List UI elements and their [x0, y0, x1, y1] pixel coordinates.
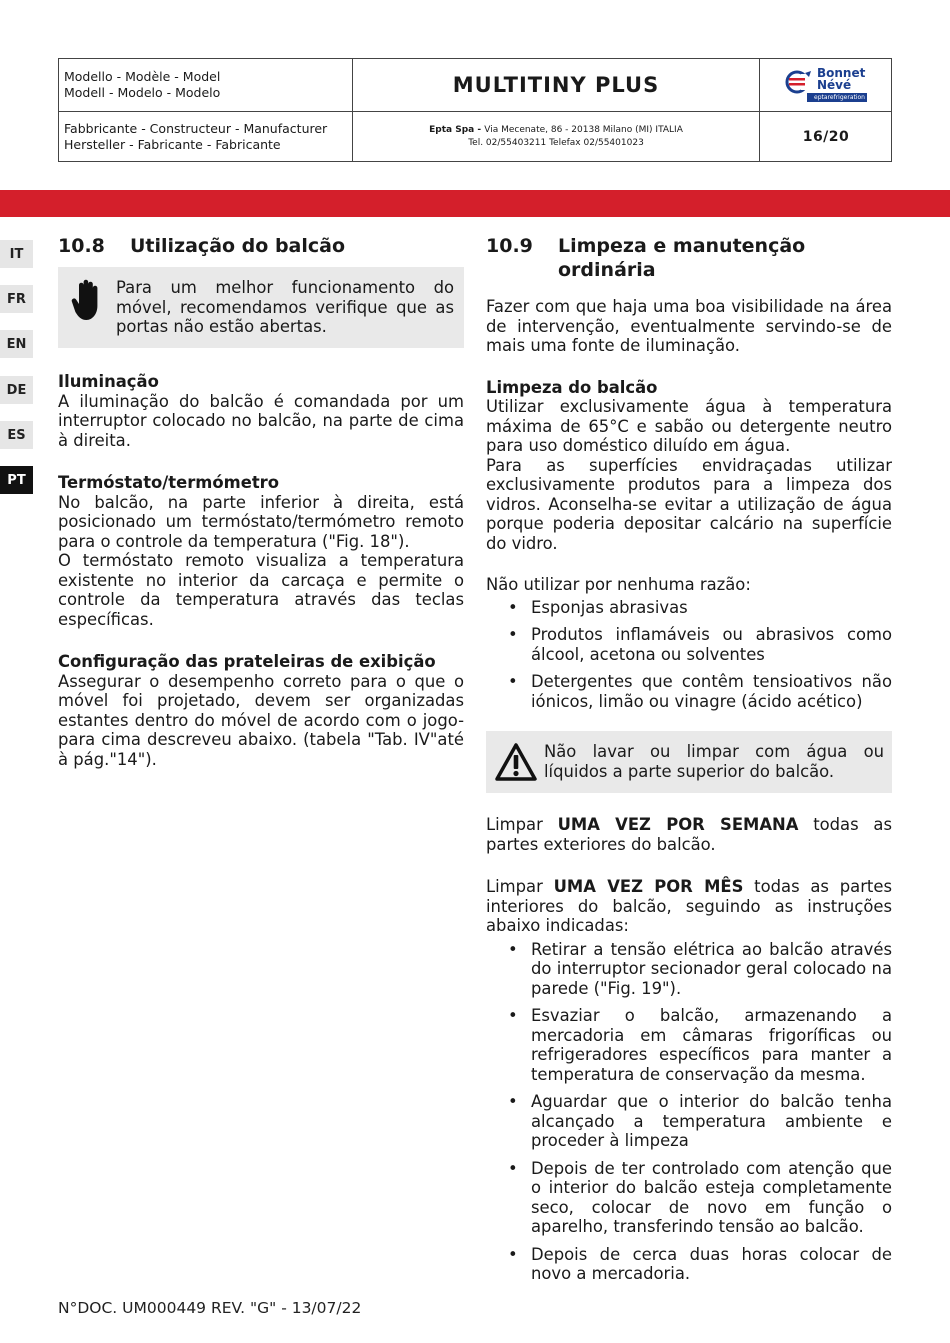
list-item: • Aguardar que o interior do balcão tenha alcançado a temperatura ambiente e proceder à limpeza	[486, 1092, 892, 1151]
do-not-use-intro: Não utilizar por nenhuma razão:	[486, 575, 751, 594]
lang-tab-pt[interactable]: PT	[0, 466, 33, 494]
document-header	[58, 58, 892, 162]
warning-text: Não lavar ou limpar com água ou líquidos a parte superior do balcão.	[544, 742, 884, 781]
warning-box	[486, 731, 892, 793]
lang-tab-de[interactable]: DE	[0, 376, 33, 404]
logo-cell	[760, 59, 892, 111]
model-label-1: Modello - Modèle - Model	[64, 69, 221, 84]
monthly-steps-list	[486, 940, 892, 1284]
weekly-pre: Limpar	[486, 815, 558, 834]
monthly-post: todas as partes interiores do balcão, seguindo as instruções abaixo indicadas:	[486, 877, 892, 935]
logo-text-bonnet: Bonnet	[817, 66, 866, 80]
do-not-use-list	[486, 598, 892, 712]
shelves-heading: Configuração das prateleiras de exibição	[58, 652, 436, 671]
note-box	[58, 267, 464, 348]
left-column	[58, 234, 464, 769]
manufacturer-info	[429, 124, 683, 150]
note-text: Para um melhor funcionamento do móvel, recomendamos verifique que as portas não estão abertas.	[116, 278, 454, 336]
thermostat-text-1: No balcão, na parte inferior à direita, está posicionado um termóstato/termómetro remoto para o controle da temperatura ("Fig. 18").	[58, 492, 464, 551]
section-title: Utilização do balcão	[130, 235, 346, 257]
monthly-bold: UMA VEZ POR MÊS	[553, 877, 744, 896]
lang-tab-it[interactable]: IT	[0, 240, 33, 268]
section-number: 10.9	[486, 235, 533, 257]
list-item: • Esponjas abrasivas	[486, 598, 892, 618]
header-row-model	[59, 59, 891, 112]
section-10-8-heading	[58, 234, 464, 258]
list-item: • Depois de ter controlado com atenção que o interior do balcão esteja completamente seco, colocar de novo em função o aparelho, transferindo tensão ao balcão.	[486, 1159, 892, 1237]
section-title	[558, 234, 805, 282]
cleaning-heading: Limpeza do balcão	[486, 377, 658, 397]
warning-triangle-icon	[494, 742, 538, 782]
section-number: 10.8	[58, 235, 105, 257]
list-item: • Produtos inflamáveis ou abrasivos como álcool, acetona ou solventes	[486, 625, 892, 664]
manufacturer-label-1: Fabbricante - Constructeur - Manufacturer	[64, 121, 328, 136]
model-label-2: Modell - Modelo - Modelo	[64, 85, 221, 100]
cleaning-text-1: Utilizar exclusivamente água à temperatura máxima de 65°C e sabão ou detergente neutro para uso doméstico diluído em água.	[486, 397, 892, 455]
lighting-heading: Iluminação	[58, 372, 159, 391]
page-number: 16/20	[802, 129, 850, 145]
hand-stop-icon	[70, 278, 104, 322]
lang-tab-es[interactable]: ES	[0, 421, 33, 449]
lang-tab-fr[interactable]: FR	[0, 285, 33, 313]
document-footer: N°DOC. UM000449 REV. "G" - 13/07/22	[58, 1299, 362, 1317]
model-name-cell	[353, 59, 760, 111]
logo-text-epta: eptarefrigeration	[807, 93, 867, 102]
euro-logo-icon	[784, 69, 814, 95]
list-item: • Esvaziar o balcão, armazenando a mercadoria em câmaras frigoríficas ou refrigeradores específicos para manter a temperatura de conservação da mesma.	[486, 1006, 892, 1084]
intro-text: Fazer com que haja uma boa visibilidade na área de intervenção, eventualmente servindo-se de mais uma fonte de iluminação.	[486, 297, 892, 355]
weekly-text	[486, 815, 892, 854]
manufacturer-label-2: Hersteller - Fabricante - Fabricante	[64, 137, 281, 152]
shelves-text: Assegurar o desempenho correto para o que o móvel foi projetado, devem ser organizadas estantes dentro do móvel de acordo com o jogo-para cima descreveu abaixo. (tabela "Tab. IV"até à pág."14").	[58, 671, 464, 769]
section-title-line-1: Limpeza e manutenção	[558, 235, 806, 257]
header-row-manufacturer	[59, 112, 891, 162]
weekly-post: todas as partes exteriores do balcão.	[486, 815, 892, 854]
model-label-cell	[59, 59, 353, 111]
list-item: • Depois de cerca duas horas colocar de novo a mercadoria.	[486, 1245, 892, 1284]
bonnet-neve-logo	[784, 65, 868, 105]
section-10-9-heading	[486, 234, 892, 282]
manufacturer-name: Epta Spa -	[429, 125, 485, 135]
lighting-text: A iluminação do balcão é comandada por um interruptor colocado no balcão, na parte de cima à direita.	[58, 391, 464, 450]
monthly-pre: Limpar	[486, 877, 554, 896]
lang-tab-en[interactable]: EN	[0, 330, 33, 358]
manufacturer-info-cell	[353, 112, 760, 162]
monthly-text	[486, 877, 892, 936]
list-item: • Detergentes que contêm tensioativos não iónicos, limão ou vinagre (ácido acético)	[486, 672, 892, 711]
section-title-line-2: ordinária	[558, 259, 656, 281]
right-column	[486, 234, 892, 1292]
red-divider-bar	[0, 190, 950, 217]
page-number-cell	[760, 112, 892, 162]
logo-text-neve: Névé	[817, 78, 852, 92]
cleaning-text-2: Para as superfícies envidraçadas utilizar exclusivamente produtos para a limpeza dos vidros. Aconselha-se evitar a utilização de água porque poderia depositar calcário na superfície do vidro.	[486, 455, 892, 553]
manufacturer-label-cell	[59, 112, 353, 162]
model-name: MULTITINY PLUS	[452, 73, 660, 97]
manufacturer-phone: Tel. 02/55403211 Telefax 02/55401023	[468, 138, 644, 148]
thermostat-heading: Termóstato/termómetro	[58, 473, 280, 492]
list-item: • Retirar a tensão elétrica ao balcão através do interruptor secionador geral colocado na parede ("Fig. 19").	[486, 940, 892, 999]
manufacturer-address: Via Mecenate, 86 - 20138 Milano (MI) ITALIA	[484, 125, 683, 135]
thermostat-text-2: O termóstato remoto visualiza a temperatura existente no interior da carcaça e permite o controle da temperatura através das teclas específicas.	[58, 551, 464, 629]
weekly-bold: UMA VEZ POR SEMANA	[557, 815, 799, 834]
